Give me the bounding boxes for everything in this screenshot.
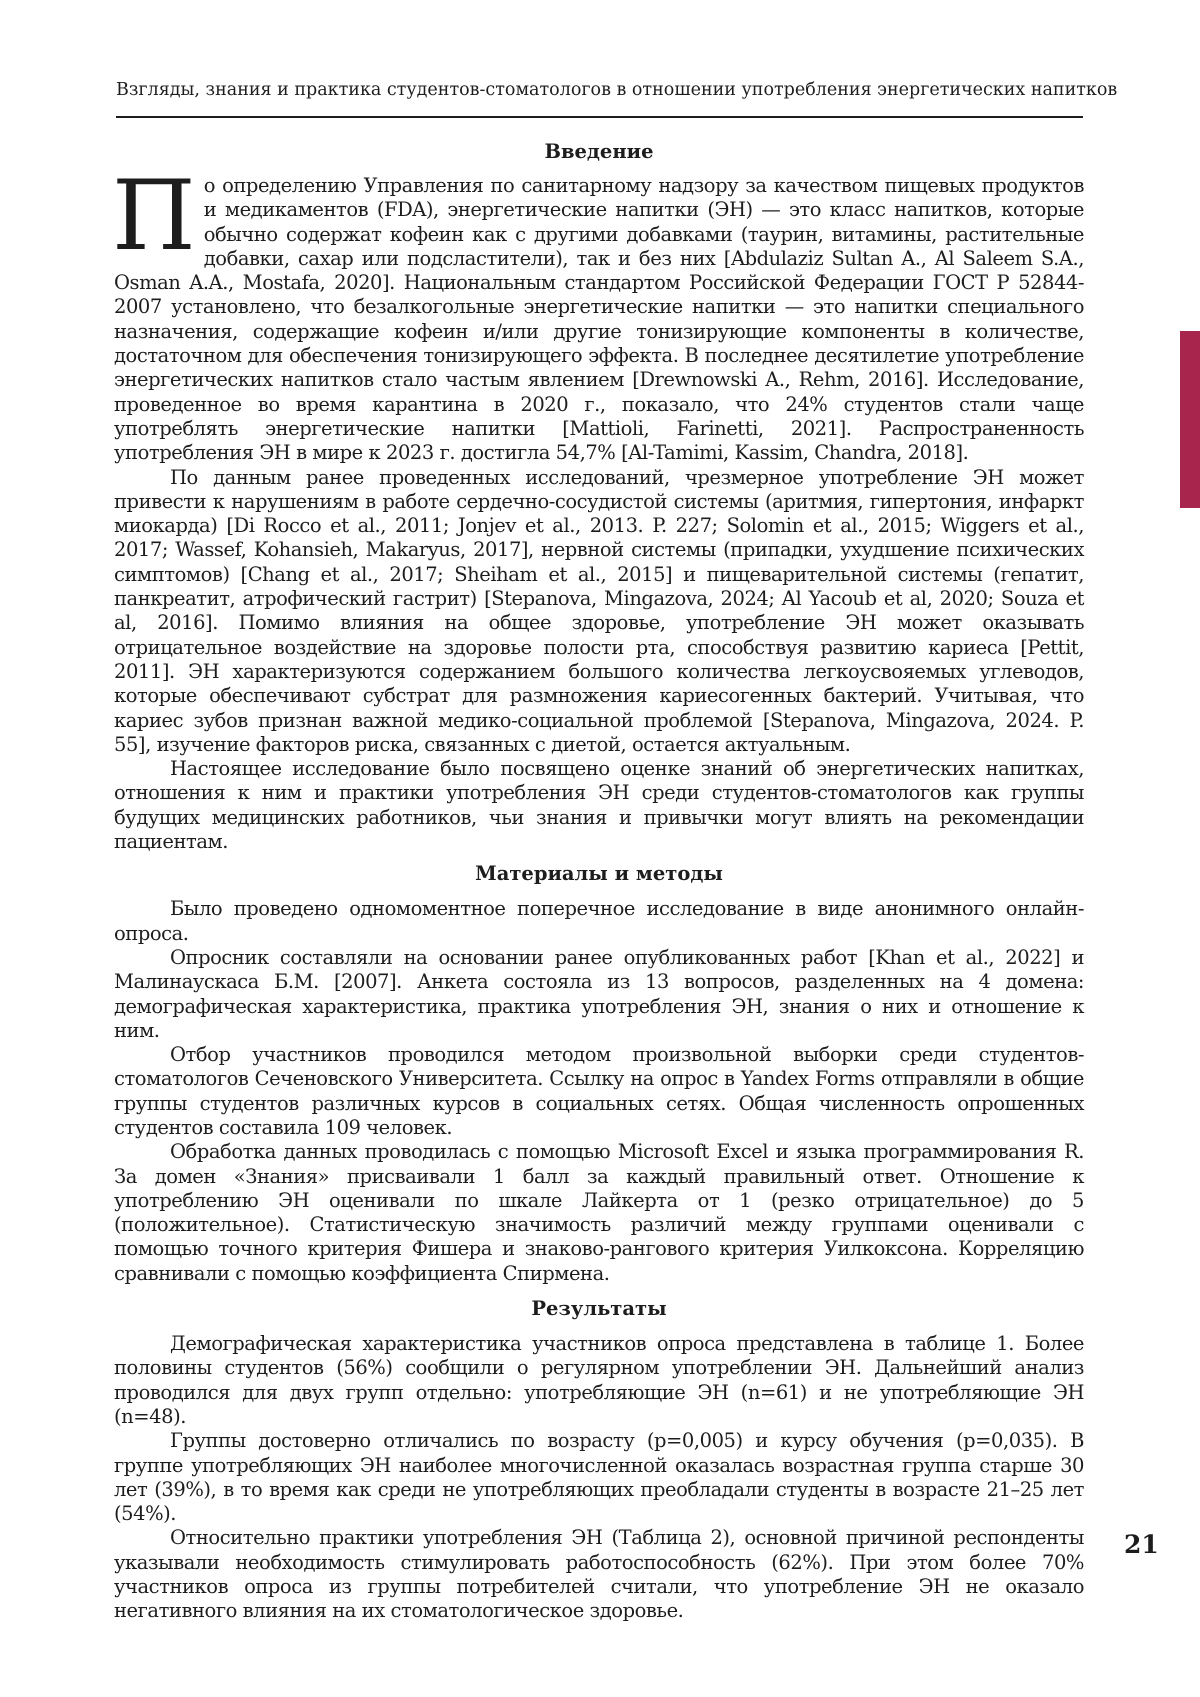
- heading-introduction: Введение: [114, 140, 1084, 164]
- results-paragraph-2: Группы достоверно отличались по возрасту (p=0,005) и курсу обучения (p=0,035). В группе употребляющих ЭН наиболее многочисленной оказалась возрастная группа старше 30 лет (39%), в то время как среди не употребляющих преобладали студенты в возрасте 21–25 лет (54%).: [114, 1429, 1084, 1526]
- intro-paragraph-1-text: о определению Управления по санитарному надзору за качеством пищевых продуктов и медикаментов (FDA), энергетические напитки (ЭН) — это класс напитков, которые обычно содержат кофеин как с другими добавками (таурин, витамины, растительные добавки, сахар или подсластители), так и без них [Abdulaziz Sultan A., Al Saleem S.A., Osman A.A., Mostafa, 2020]. Национальным стандартом Российской Федерации ГОСТ Р 52844-2007 установлено, что безалкогольные энергетические напитки — это напитки специального назначения, содержащие кофеин и/или другие тонизирующие компоненты в количестве, достаточном для обеспечения тонизирующего эффекта. В последнее десятилетие употребление энергетических напитков стало частым явлением [Drewnowski A., Rehm, 2016]. Исследование, проведенное во время карантина в 2020 г., показало, что 24% студентов стали чаще употреблять энергетические напитки [Mattioli, Farinetti, 2021]. Распространенность употребления ЭН в мире к 2023 г. достигла 54,7% [Al-Tamimi, Kassim, Chandra, 2018].: [114, 174, 1084, 464]
- intro-paragraph-1: [114, 174, 1084, 466]
- methods-paragraph-3: Отбор участников проводился методом произвольной выборки среди студентов-стоматологов Сеченовского Университета. Ссылку на опрос в Yandex Forms отправляли в общие группы студентов различных курсов в социальных сетях. Общая численность опрошенных студентов составила 109 человек.: [114, 1043, 1084, 1140]
- running-title: Взгляды, знания и практика студентов-стоматологов в отношении употребления энергетических напитков: [116, 78, 1083, 102]
- methods-paragraph-1: Было проведено одномоментное поперечное исследование в виде анонимного онлайн-опроса.: [114, 897, 1084, 946]
- dropcap-letter: П: [112, 181, 196, 255]
- methods-paragraph-4: Обработка данных проводилась с помощью Microsoft Excel и языка программирования R. За домен «Знания» присваивали 1 балл за каждый правильный ответ. Отношение к употреблению ЭН оценивали по шкале Лайкерта от 1 (резко отрицательное) до 5 (положительное). Статистическую значимость различий между группами оценивали с помощью точного критерия Фишера и знаково-рангового критерия Уилкоксона. Корреляцию сравнивали с помощью коэффициента Спирмена.: [114, 1140, 1084, 1286]
- heading-results: Результаты: [114, 1297, 1084, 1321]
- article-body: [114, 140, 1084, 1624]
- heading-methods: Материалы и методы: [114, 862, 1084, 886]
- section-color-tab: [1180, 331, 1200, 508]
- results-paragraph-1: Демографическая характеристика участников опроса представлена в таблице 1. Более половины студентов (56%) сообщили о регулярном употреблении ЭН. Дальнейший анализ проводился для двух групп отдельно: употребляющие ЭН (n=61) и не употребляющие ЭН (n=48).: [114, 1332, 1084, 1429]
- results-paragraph-3: Относительно практики употребления ЭН (Таблица 2), основной причиной респонденты указывали необходимость стимулировать работоспособность (62%). При этом более 70% участников опроса из группы потребителей считали, что употребление ЭН не оказало негативного влияния на их стоматологическое здоровье.: [114, 1526, 1084, 1623]
- page-number: 21: [1124, 1530, 1159, 1560]
- intro-paragraph-2: По данным ранее проведенных исследований, чрезмерное употребление ЭН может привести к нарушениям в работе сердечно-сосудистой системы (аритмия, гипертония, инфаркт миокарда) [Di Rocco et al., 2011; Jonjev et al., 2013. P. 227; Solomin et al., 2015; Wiggers et al., 2017; Wassef, Kohansieh, Makaryus, 2017], нервной системы (припадки, ухудшение психических симптомов) [Chang et al., 2017; Sheiham et al., 2015] и пищеварительной системы (гепатит, панкреатит, атрофический гастрит) [Stepanova, Mingazova, 2024; Al Yacoub et al, 2020; Souza et al, 2016]. Помимо влияния на общее здоровье, употребление ЭН может оказывать отрицательное воздействие на здоровье полости рта, способствуя развитию кариеса [Pettit, 2011]. ЭН характеризуются содержанием большого количества легкоусвояемых углеводов, которые обеспечивают субстрат для размножения кариесогенных бактерий. Учитывая, что кариес зубов признан важной медико-социальной проблемой [Stepanova, Mingazova, 2024. P. 55], изучение факторов риска, связанных с диетой, остается актуальным.: [114, 466, 1084, 758]
- intro-paragraph-3: Настоящее исследование было посвящено оценке знаний об энергетических напитках, отношения к ним и практики употребления ЭН среди студентов-стоматологов как группы будущих медицинских работников, чьи знания и привычки могут влиять на рекомендации пациентам.: [114, 757, 1084, 854]
- methods-paragraph-2: Опросник составляли на основании ранее опубликованных работ [Khan et al., 2022] и Малинаускаса Б.М. [2007]. Анкета состояла из 13 вопросов, разделенных на 4 домена: демографическая характеристика, практика употребления ЭН, знания о них и отношение к ним.: [114, 946, 1084, 1043]
- header-rule: [116, 116, 1083, 118]
